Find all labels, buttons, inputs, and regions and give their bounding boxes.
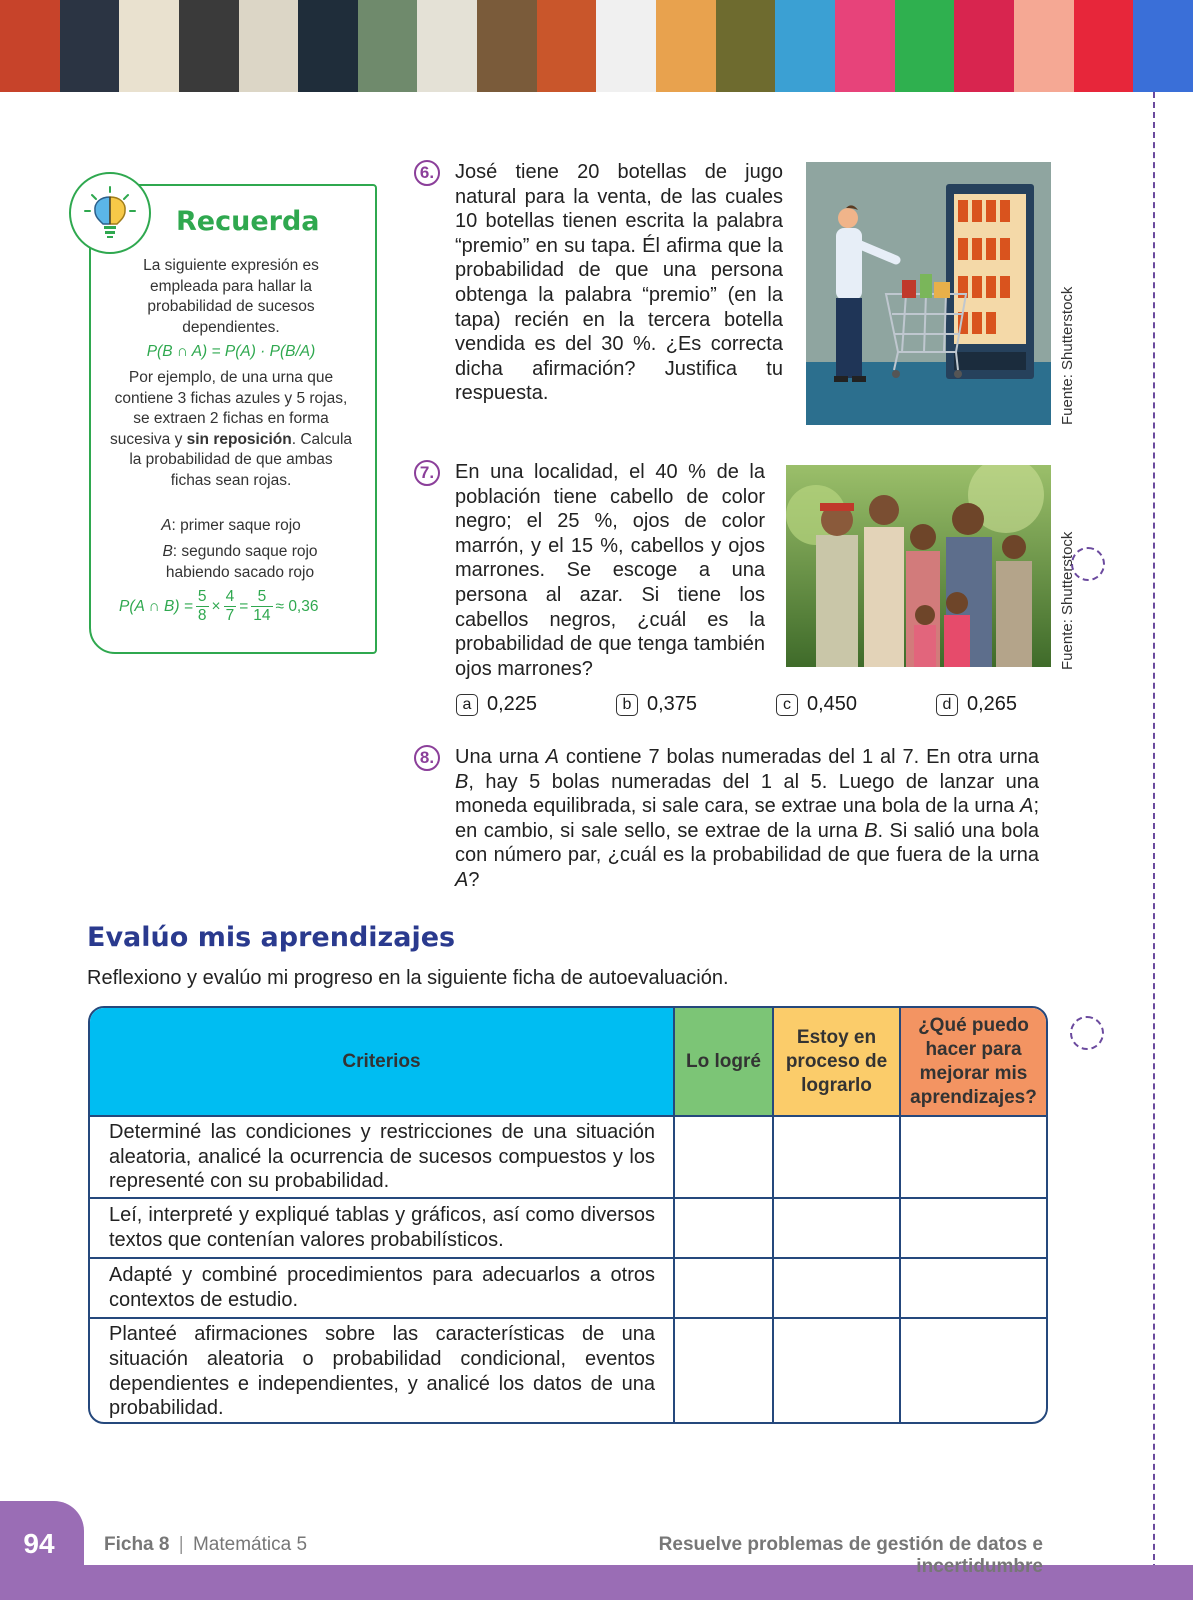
band-stripe bbox=[417, 0, 477, 92]
criterion-cell: Determiné las condiciones y restricciones de una situación aleatoria, analicé la ocurrencia de sucesos compuestos y los representé con su probabilidad. bbox=[90, 1116, 674, 1198]
option-a[interactable] bbox=[456, 693, 537, 716]
problem-8-text: Una urna A contiene 7 bolas numeradas del 1 al 7. En otra urna B, hay 5 bolas numeradas del 1 al 5. Luego de lanzar una moneda equilibrada, si sale cara, se extrae una bola de la urna A; en cambio, si sale sello, se extrae de la urna B. Si salió una bola con número par, ¿cuál es la probabilidad de que fuera de la urna A? bbox=[455, 746, 1039, 891]
band-stripe bbox=[179, 0, 239, 92]
recuerda-calculation: P(A ∩ B) = $\frac{5}{8}$ × $\frac{4}{7}$ = $\frac{5}{14}$ ≈ 0,36 bbox=[119, 588, 319, 624]
band-stripe bbox=[656, 0, 716, 92]
option-letter-a: a bbox=[456, 694, 478, 716]
problem-7-text: En una localidad, el 40 % de la población tiene cabello de color negro; el 25 %, ojos de color marrón, y el 15 %, cabellos y ojos marrones. Se escoge a una persona al azar. Si tiene los cabellos negros, ¿cuál es la probabilidad de que tenga también ojos marrones? bbox=[455, 461, 765, 680]
band-stripe bbox=[1074, 0, 1134, 92]
header-mejorar: ¿Qué puedo hacer para mejorar mis aprendizajes? bbox=[900, 1008, 1046, 1116]
image-credit: Fuente: Shutterstock bbox=[1059, 286, 1076, 425]
recuerda-example: Por ejemplo, de una urna que contiene 3 fichas azules y 5 rojas, se extraen 2 fichas en forma sucesiva y sin reposición. Calcula la probabilidad de que ambas fichas sean rojas. bbox=[109, 369, 353, 489]
problem-7-number: 7. bbox=[414, 460, 440, 486]
band-stripe bbox=[716, 0, 776, 92]
option-value: 0,450 bbox=[807, 693, 858, 715]
event-b-definition: B: segundo saque rojo habiendo sacado rojo bbox=[162, 543, 318, 581]
option-d[interactable] bbox=[936, 693, 1017, 716]
header-criterios: Criterios bbox=[90, 1008, 674, 1116]
self-assessment-table bbox=[88, 1006, 1048, 1424]
mejorar-cell[interactable] bbox=[900, 1318, 1046, 1424]
shopper-illustration bbox=[806, 162, 1051, 425]
event-a-definition: A: primer saque rojo bbox=[161, 517, 301, 534]
lo-logre-cell[interactable] bbox=[674, 1116, 773, 1198]
problem-6-text: José tiene 20 botellas de jugo natural para la venta, de las cuales 10 botellas tienen escrita la palabra “premio” en su tapa. Él afirma que la probabilidad de que una persona obtenga la palabra “premio” (en la tapa) recién en la tercera botella vendida es del 30 %. ¿Es correcta dicha afirmación? Justifica tu respuesta. bbox=[455, 161, 783, 405]
recuerda-title: Recuerda bbox=[176, 206, 320, 237]
mejorar-cell[interactable] bbox=[900, 1258, 1046, 1318]
punch-hole-marker bbox=[1071, 547, 1105, 581]
en-proceso-cell[interactable] bbox=[773, 1116, 900, 1198]
band-stripe bbox=[537, 0, 597, 92]
fraction: $\frac{4}{7}$ bbox=[225, 588, 235, 624]
criterion-cell: Adapté y combiné procedimientos para adecuarlos a otros contextos de estudio. bbox=[90, 1258, 674, 1318]
option-value: 0,225 bbox=[487, 693, 538, 715]
family-photo bbox=[786, 465, 1051, 667]
recuerda-formula: P(B ∩ A) = P(A) · P(B/A) bbox=[146, 343, 316, 360]
option-letter-d: d bbox=[936, 694, 958, 716]
band-stripe bbox=[477, 0, 537, 92]
criterion-cell: Leí, interpreté y expliqué tablas y gráficos, así como diversos textos que contenían valores probabilísticos. bbox=[90, 1198, 674, 1258]
footer-ficha: Ficha 8 | Matemática 5 bbox=[104, 1534, 308, 1555]
option-letter-b: b bbox=[616, 694, 638, 716]
option-c[interactable] bbox=[776, 693, 857, 716]
mejorar-cell[interactable] bbox=[900, 1198, 1046, 1258]
page-number: 94 bbox=[23, 1528, 55, 1559]
option-b[interactable] bbox=[616, 693, 697, 716]
en-proceso-cell[interactable] bbox=[773, 1198, 900, 1258]
fraction: $\frac{5}{8}$ bbox=[197, 588, 207, 624]
band-stripe bbox=[239, 0, 299, 92]
lo-logre-cell[interactable] bbox=[674, 1198, 773, 1258]
image-credit: Fuente: Shutterstock bbox=[1059, 531, 1076, 670]
mejorar-cell[interactable] bbox=[900, 1116, 1046, 1198]
band-stripe bbox=[1133, 0, 1193, 92]
band-stripe bbox=[1014, 0, 1074, 92]
criterion-cell: Planteé afirmaciones sobre las características de una situación aleatoria o probabilidad condicional, eventos dependientes e independientes, y analicé los datos de una probabilidad. bbox=[90, 1318, 674, 1424]
band-stripe bbox=[0, 0, 60, 92]
band-stripe bbox=[596, 0, 656, 92]
band-stripe bbox=[298, 0, 358, 92]
band-stripe bbox=[119, 0, 179, 92]
option-value: 0,265 bbox=[967, 693, 1018, 715]
en-proceso-cell[interactable] bbox=[773, 1318, 900, 1424]
band-stripe bbox=[358, 0, 418, 92]
band-stripe bbox=[895, 0, 955, 92]
section-title: Evalúo mis aprendizajes bbox=[87, 922, 456, 953]
option-value: 0,375 bbox=[647, 693, 698, 715]
band-stripe bbox=[954, 0, 1014, 92]
option-letter-c: c bbox=[776, 694, 798, 716]
header-lo-logre: Lo logré bbox=[674, 1008, 773, 1116]
recuerda-intro: La siguiente expresión es empleada para hallar la probabilidad de sucesos dependientes. bbox=[143, 257, 319, 336]
punch-hole-marker bbox=[1070, 1016, 1104, 1050]
decorative-top-band bbox=[0, 0, 1193, 92]
band-stripe bbox=[835, 0, 895, 92]
footer-competence: Resuelve problemas de gestión de datos e incertidumbre bbox=[658, 1534, 1043, 1577]
lo-logre-cell[interactable] bbox=[674, 1258, 773, 1318]
section-subtitle: Reflexiono y evalúo mi progreso en la siguiente ficha de autoevaluación. bbox=[87, 967, 729, 989]
dashed-cut-line bbox=[1153, 92, 1155, 1600]
header-en-proceso: Estoy en proceso de lograrlo bbox=[773, 1008, 900, 1116]
problem-8-number: 8. bbox=[414, 745, 440, 771]
fraction: $\frac{5}{14}$ bbox=[253, 588, 271, 624]
band-stripe bbox=[60, 0, 120, 92]
brain-lightbulb-icon bbox=[69, 172, 151, 254]
problem-6-number: 6. bbox=[414, 160, 440, 186]
lo-logre-cell[interactable] bbox=[674, 1318, 773, 1424]
en-proceso-cell[interactable] bbox=[773, 1258, 900, 1318]
band-stripe bbox=[775, 0, 835, 92]
